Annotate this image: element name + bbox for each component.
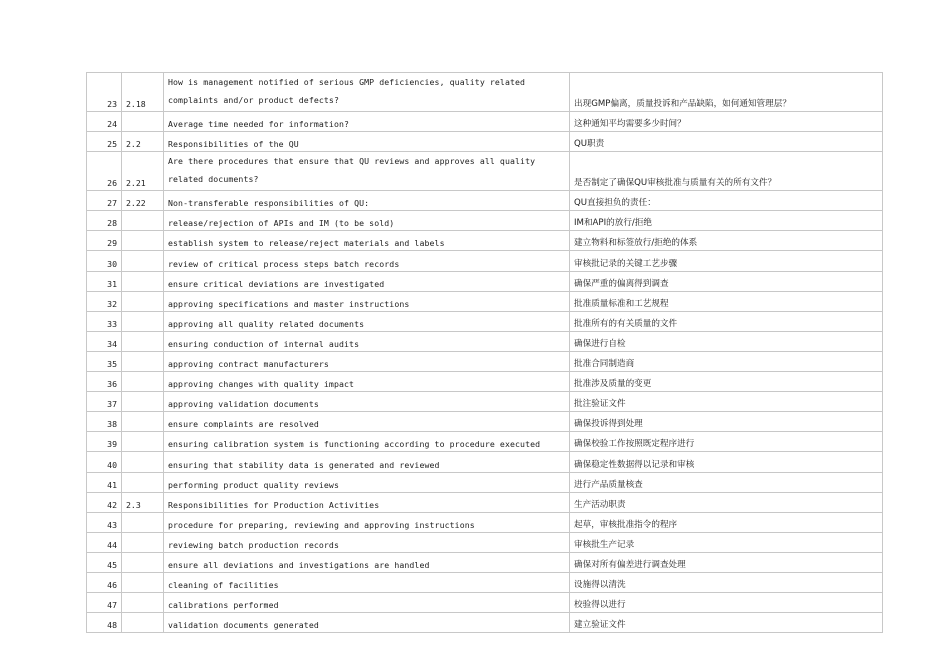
english-question-text: ensure complaints are resolved <box>168 419 319 430</box>
chinese-translation-text: 起草，审核批准指令的程序 <box>574 519 678 530</box>
english-question-text: review of critical process steps batch records <box>168 258 400 269</box>
chinese-translation-text: 建立物料和标签放行/拒绝的体系 <box>574 238 698 249</box>
row-number <box>87 392 122 412</box>
table-row <box>87 532 883 552</box>
chinese-translation-text: QU直接担负的责任： <box>574 198 656 209</box>
english-question <box>164 492 570 512</box>
english-question-text: release/rejection of APIs and IM (to be sold) <box>168 218 395 229</box>
section-number <box>122 613 164 633</box>
row-number-text: 48 <box>107 620 117 631</box>
english-question-text: Non-transferable responsibilities of QU: <box>168 198 370 209</box>
row-number-text: 24 <box>107 119 117 130</box>
chinese-translation <box>570 512 883 532</box>
table-row <box>87 331 883 351</box>
chinese-translation <box>570 351 883 371</box>
english-question-text: validation documents generated <box>168 620 319 631</box>
row-number-text: 31 <box>107 278 117 289</box>
section-number <box>122 191 164 211</box>
english-question-text: establish system to release/reject materials and labels <box>168 238 445 249</box>
table-row <box>87 512 883 532</box>
chinese-translation <box>570 132 883 152</box>
row-number <box>87 271 122 291</box>
section-number <box>122 452 164 472</box>
chinese-translation <box>570 311 883 331</box>
row-number-text: 26 <box>107 178 117 189</box>
row-number-text: 42 <box>107 499 117 510</box>
section-number-text: 2.22 <box>126 198 146 209</box>
chinese-translation-text: 确保稳定性数据得以记录和审核 <box>574 459 695 470</box>
chinese-translation-text: QU职责 <box>574 139 605 150</box>
english-question-text: reviewing batch production records <box>168 539 339 550</box>
row-number <box>87 351 122 371</box>
row-number-text: 34 <box>107 338 117 349</box>
section-number <box>122 552 164 572</box>
chinese-translation <box>570 152 883 191</box>
english-question-text: approving specifications and master instructions <box>168 298 410 309</box>
english-question <box>164 372 570 392</box>
row-number <box>87 492 122 512</box>
section-number <box>122 211 164 231</box>
row-number-text: 29 <box>107 238 117 249</box>
row-number-text: 38 <box>107 419 117 430</box>
table-row <box>87 291 883 311</box>
chinese-translation <box>570 251 883 271</box>
chinese-translation-text: 批注验证文件 <box>574 399 626 410</box>
table-row <box>87 271 883 291</box>
section-number <box>122 291 164 311</box>
table-row <box>87 412 883 432</box>
row-number-text: 25 <box>107 139 117 150</box>
row-number <box>87 472 122 492</box>
section-number <box>122 532 164 552</box>
english-question-text: ensuring calibration system is functioning according to procedure executed <box>168 439 541 450</box>
chinese-translation <box>570 492 883 512</box>
row-number <box>87 291 122 311</box>
table-row <box>87 251 883 271</box>
row-number <box>87 412 122 432</box>
table-row <box>87 112 883 132</box>
section-number <box>122 572 164 592</box>
chinese-translation-text: 确保进行自检 <box>574 338 626 349</box>
table-row <box>87 492 883 512</box>
english-question <box>164 271 570 291</box>
chinese-translation <box>570 231 883 251</box>
section-number <box>122 251 164 271</box>
section-number <box>122 132 164 152</box>
chinese-translation-text: 批准合同制造商 <box>574 359 635 370</box>
table-row <box>87 351 883 371</box>
chinese-translation <box>570 73 883 112</box>
chinese-translation <box>570 372 883 392</box>
chinese-translation <box>570 112 883 132</box>
section-number <box>122 152 164 191</box>
table-body <box>87 73 883 633</box>
chinese-translation <box>570 613 883 633</box>
english-question <box>164 412 570 432</box>
chinese-translation-text: 进行产品质量核查 <box>574 479 643 490</box>
row-number-text: 33 <box>107 318 117 329</box>
chinese-translation <box>570 331 883 351</box>
english-question-text: Are there procedures that ensure that QU reviews and approves all quality related documents? <box>168 156 536 185</box>
section-number <box>122 231 164 251</box>
row-number <box>87 532 122 552</box>
row-number-text: 28 <box>107 218 117 229</box>
chinese-translation-text: 这种通知平均需要多少时间？ <box>574 119 686 130</box>
section-number-text: 2.21 <box>126 178 146 189</box>
english-question <box>164 191 570 211</box>
english-question-text: calibrations performed <box>168 600 279 611</box>
row-number <box>87 593 122 613</box>
english-question <box>164 532 570 552</box>
english-question <box>164 512 570 532</box>
english-question <box>164 572 570 592</box>
section-number <box>122 432 164 452</box>
row-number-text: 37 <box>107 399 117 410</box>
english-question <box>164 231 570 251</box>
section-number <box>122 492 164 512</box>
row-number <box>87 512 122 532</box>
row-number <box>87 552 122 572</box>
section-number <box>122 311 164 331</box>
chinese-translation-text: 确保对所有偏差进行调查处理 <box>574 559 686 570</box>
row-number <box>87 73 122 112</box>
english-question-text: ensure critical deviations are investigated <box>168 278 385 289</box>
chinese-translation-text: IM和API的放行/拒绝 <box>574 218 653 229</box>
section-number <box>122 412 164 432</box>
row-number <box>87 331 122 351</box>
english-question-text: approving changes with quality impact <box>168 379 355 390</box>
chinese-translation <box>570 572 883 592</box>
english-question <box>164 351 570 371</box>
english-question-text: How is management notified of serious GMP deficiencies, quality related complaints and/or product defects? <box>168 77 526 105</box>
row-number-text: 36 <box>107 379 117 390</box>
row-number <box>87 372 122 392</box>
row-number <box>87 251 122 271</box>
english-question-text: Responsibilities of the QU <box>168 139 299 150</box>
english-question <box>164 152 570 191</box>
chinese-translation-text: 是否制定了确保QU审核批准与质量有关的所有文件？ <box>574 178 777 189</box>
chinese-translation-text: 审核批记录的关键工艺步骤 <box>574 258 678 269</box>
table-row <box>87 211 883 231</box>
row-number <box>87 112 122 132</box>
row-number-text: 32 <box>107 298 117 309</box>
chinese-translation <box>570 191 883 211</box>
row-number <box>87 191 122 211</box>
english-question-text: ensuring conduction of internal audits <box>168 338 360 349</box>
english-question-text: ensure all deviations and investigations are handled <box>168 559 430 570</box>
row-number-text: 27 <box>107 198 117 209</box>
chinese-translation <box>570 552 883 572</box>
section-number <box>122 372 164 392</box>
section-number <box>122 331 164 351</box>
row-number-text: 30 <box>107 258 117 269</box>
row-number-text: 23 <box>107 99 117 109</box>
english-question-text: procedure for preparing, reviewing and approving instructions <box>168 519 475 530</box>
table-row <box>87 593 883 613</box>
chinese-translation <box>570 532 883 552</box>
chinese-translation-text: 批准涉及质量的变更 <box>574 379 652 390</box>
row-number-text: 35 <box>107 359 117 370</box>
row-number-text: 39 <box>107 439 117 450</box>
row-number <box>87 613 122 633</box>
table-row <box>87 392 883 412</box>
row-number-text: 44 <box>107 539 117 550</box>
english-question <box>164 251 570 271</box>
row-number-text: 40 <box>107 459 117 470</box>
chinese-translation <box>570 452 883 472</box>
chinese-translation-text: 设施得以清洗 <box>574 580 626 591</box>
english-question <box>164 211 570 231</box>
row-number <box>87 572 122 592</box>
chinese-translation-text: 确保投诉得到处理 <box>574 419 643 430</box>
english-question <box>164 613 570 633</box>
chinese-translation <box>570 211 883 231</box>
english-question-text: Responsibilities for Production Activities <box>168 499 380 510</box>
english-question <box>164 432 570 452</box>
table-row <box>87 132 883 152</box>
row-number <box>87 211 122 231</box>
gmp-checklist-table <box>86 72 883 633</box>
chinese-translation <box>570 472 883 492</box>
table-row <box>87 152 883 191</box>
english-question <box>164 593 570 613</box>
row-number <box>87 432 122 452</box>
chinese-translation <box>570 271 883 291</box>
row-number <box>87 231 122 251</box>
english-question-text: performing product quality reviews <box>168 479 339 490</box>
row-number-text: 47 <box>107 600 117 611</box>
chinese-translation-text: 确保严重的偏离得到调查 <box>574 278 669 289</box>
english-question <box>164 132 570 152</box>
chinese-translation-text: 出现GMP偏离，质量投诉和产品缺陷，如何通知管理层？ <box>574 99 791 109</box>
table-row <box>87 552 883 572</box>
row-number-text: 46 <box>107 580 117 591</box>
chinese-translation <box>570 412 883 432</box>
section-number <box>122 351 164 371</box>
row-number <box>87 452 122 472</box>
row-number <box>87 152 122 191</box>
section-number-text: 2.18 <box>126 99 146 109</box>
english-question-text: approving contract manufacturers <box>168 359 329 370</box>
chinese-translation <box>570 392 883 412</box>
english-question <box>164 311 570 331</box>
chinese-translation-text: 生产活动职责 <box>574 499 626 510</box>
section-number <box>122 472 164 492</box>
row-number-text: 45 <box>107 559 117 570</box>
section-number <box>122 392 164 412</box>
table-row <box>87 452 883 472</box>
row-number-text: 41 <box>107 479 117 490</box>
table-row <box>87 311 883 331</box>
english-question <box>164 552 570 572</box>
table-row <box>87 73 883 112</box>
english-question <box>164 112 570 132</box>
chinese-translation-text: 建立验证文件 <box>574 620 626 631</box>
english-question <box>164 291 570 311</box>
english-question <box>164 331 570 351</box>
row-number <box>87 311 122 331</box>
table-row <box>87 372 883 392</box>
english-question-text: Average time needed for information? <box>168 119 350 130</box>
table-row <box>87 613 883 633</box>
table-row <box>87 191 883 211</box>
english-question-text: approving all quality related documents <box>168 318 365 329</box>
chinese-translation-text: 批准所有的有关质量的文件 <box>574 318 678 329</box>
english-question <box>164 452 570 472</box>
english-question-text: approving validation documents <box>168 399 319 410</box>
english-question-text: cleaning of facilities <box>168 580 279 591</box>
row-number <box>87 132 122 152</box>
chinese-translation <box>570 593 883 613</box>
english-question <box>164 472 570 492</box>
chinese-translation-text: 审核批生产记录 <box>574 539 635 550</box>
chinese-translation <box>570 291 883 311</box>
chinese-translation-text: 确保校验工作按照既定程序进行 <box>574 439 695 450</box>
table-row <box>87 432 883 452</box>
english-question <box>164 73 570 112</box>
chinese-translation-text: 批准质量标准和工艺规程 <box>574 298 669 309</box>
english-question-text: ensuring that stability data is generated and reviewed <box>168 459 440 470</box>
chinese-translation <box>570 432 883 452</box>
english-question <box>164 392 570 412</box>
table-row <box>87 572 883 592</box>
section-number <box>122 512 164 532</box>
section-number <box>122 271 164 291</box>
section-number-text: 2.2 <box>126 139 141 150</box>
section-number-text: 2.3 <box>126 499 141 510</box>
section-number <box>122 593 164 613</box>
section-number <box>122 112 164 132</box>
table-row <box>87 231 883 251</box>
row-number-text: 43 <box>107 519 117 530</box>
chinese-translation-text: 校验得以进行 <box>574 600 626 611</box>
section-number <box>122 73 164 112</box>
table-row <box>87 472 883 492</box>
